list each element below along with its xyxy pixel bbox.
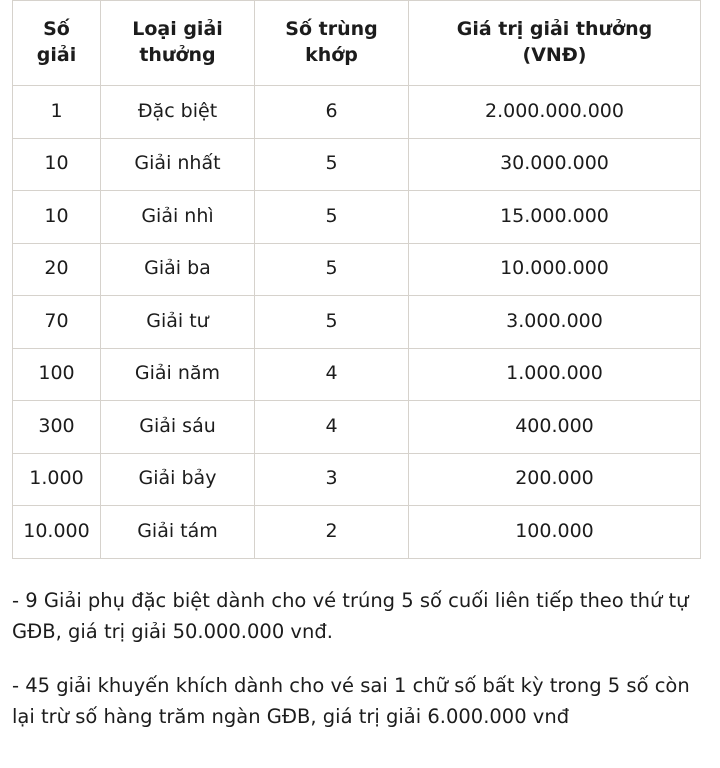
column-header-prize-count xyxy=(13,1,101,86)
table-row xyxy=(13,296,701,349)
prize-table xyxy=(12,0,701,559)
column-header-match-count xyxy=(255,1,409,86)
cell-prize-type: Giải nhất xyxy=(101,138,255,191)
table-row xyxy=(13,453,701,506)
cell-match-count: 6 xyxy=(255,86,409,139)
column-header-prize-type xyxy=(101,1,255,86)
cell-match-count: 3 xyxy=(255,453,409,506)
cell-prize-count: 20 xyxy=(13,243,101,296)
cell-prize-value: 15.000.000 xyxy=(409,191,701,244)
table-row xyxy=(13,138,701,191)
cell-prize-count: 300 xyxy=(13,401,101,454)
cell-prize-type: Giải bảy xyxy=(101,453,255,506)
cell-prize-type: Giải năm xyxy=(101,348,255,401)
column-header-line2: khớp xyxy=(305,44,358,66)
cell-prize-type: Giải tư xyxy=(101,296,255,349)
column-header-line1: Số xyxy=(43,18,70,41)
cell-prize-count: 1.000 xyxy=(13,453,101,506)
cell-prize-count: 10 xyxy=(13,191,101,244)
column-header-line2: thưởng xyxy=(139,44,216,66)
cell-prize-value: 30.000.000 xyxy=(409,138,701,191)
column-header-prize-value xyxy=(409,1,701,86)
cell-prize-value: 2.000.000.000 xyxy=(409,86,701,139)
table-row xyxy=(13,86,701,139)
cell-prize-type: Giải sáu xyxy=(101,401,255,454)
column-header-line1: Loại giải xyxy=(132,18,223,41)
cell-match-count: 5 xyxy=(255,243,409,296)
cell-prize-type: Giải ba xyxy=(101,243,255,296)
column-header-line1: Số trùng xyxy=(285,18,378,41)
cell-prize-value: 1.000.000 xyxy=(409,348,701,401)
cell-prize-count: 100 xyxy=(13,348,101,401)
cell-prize-count: 70 xyxy=(13,296,101,349)
table-row xyxy=(13,243,701,296)
cell-match-count: 5 xyxy=(255,296,409,349)
cell-prize-value: 400.000 xyxy=(409,401,701,454)
table-row xyxy=(13,506,701,559)
notes-section xyxy=(12,585,702,733)
cell-match-count: 2 xyxy=(255,506,409,559)
note-special-subprize: - 9 Giải phụ đặc biệt dành cho vé trúng 5 số cuối liên tiếp theo thứ tự GĐB, giá trị giải 50.000.000 vnđ. xyxy=(12,588,689,644)
table-header xyxy=(13,1,701,86)
column-header-line2: giải xyxy=(36,44,77,66)
note-consolation-prize: - 45 giải khuyến khích dành cho vé sai 1 chữ số bất kỳ trong 5 số còn lại trừ số hàng trăm ngàn GĐB, giá trị giải 6.000.000 vnđ xyxy=(12,673,690,729)
cell-prize-type: Giải tám xyxy=(101,506,255,559)
table-body xyxy=(13,86,701,559)
cell-prize-value: 100.000 xyxy=(409,506,701,559)
cell-match-count: 4 xyxy=(255,348,409,401)
cell-match-count: 4 xyxy=(255,401,409,454)
cell-prize-type: Đặc biệt xyxy=(101,86,255,139)
cell-prize-type: Giải nhì xyxy=(101,191,255,244)
column-header-line1: Giá trị giải thưởng xyxy=(456,18,653,41)
table-row xyxy=(13,191,701,244)
column-header-line2: (VNĐ) xyxy=(522,44,587,66)
cell-prize-count: 1 xyxy=(13,86,101,139)
cell-prize-value: 3.000.000 xyxy=(409,296,701,349)
cell-match-count: 5 xyxy=(255,138,409,191)
table-row xyxy=(13,401,701,454)
cell-prize-value: 10.000.000 xyxy=(409,243,701,296)
table-row xyxy=(13,348,701,401)
cell-prize-count: 10 xyxy=(13,138,101,191)
table-header-row xyxy=(13,1,701,86)
cell-prize-value: 200.000 xyxy=(409,453,701,506)
cell-prize-count: 10.000 xyxy=(13,506,101,559)
cell-match-count: 5 xyxy=(255,191,409,244)
